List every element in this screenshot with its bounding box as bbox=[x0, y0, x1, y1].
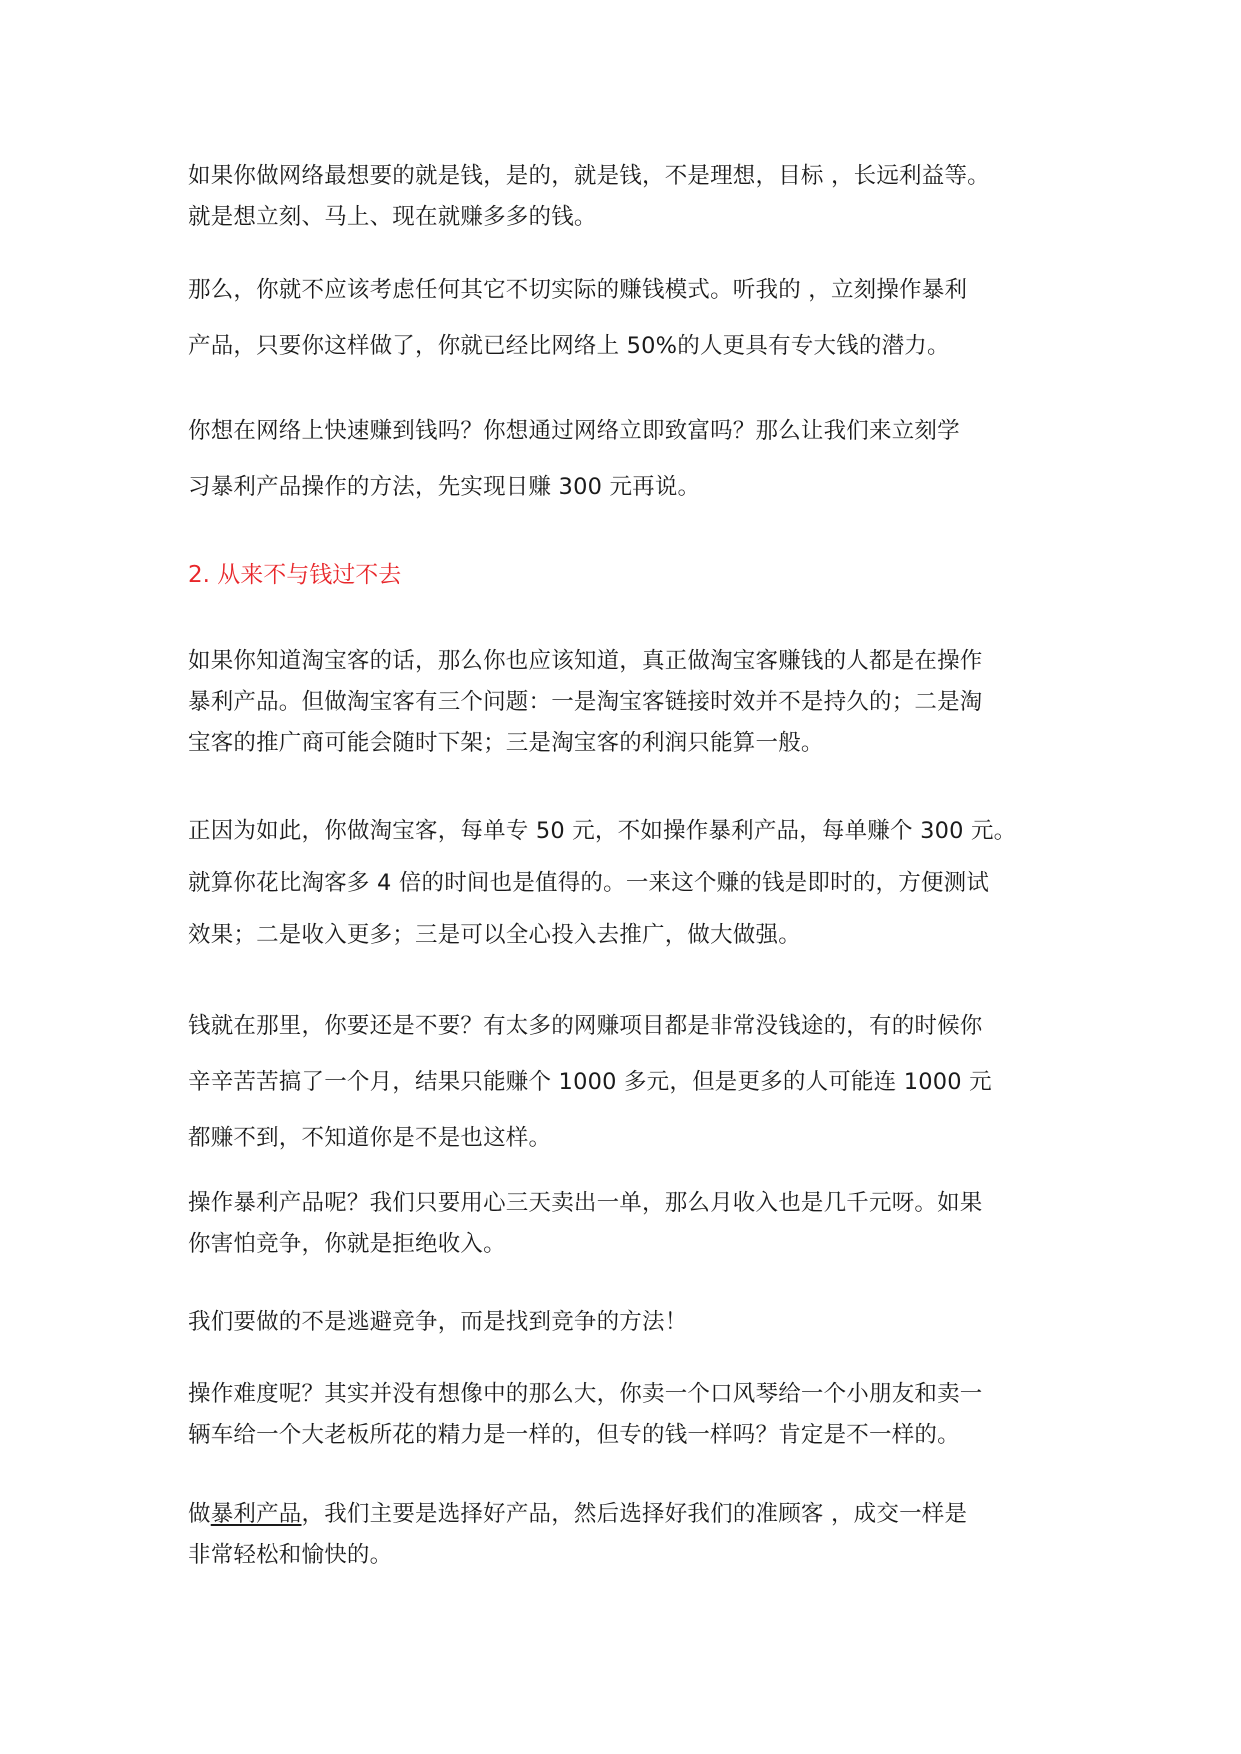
text-fragment: 做 bbox=[188, 1501, 211, 1527]
text-line: 如果你知道淘宝客的话，那么你也应该知道，真正做淘宝客赚钱的人都是在操作 bbox=[188, 648, 983, 674]
text-line: 你想在网络上快速赚到钱吗？你想通过网络立即致富吗？那么让我们来立刻学 bbox=[188, 418, 960, 444]
paragraph-advice bbox=[188, 262, 1058, 374]
link-baoli-chanpin[interactable]: 暴利产品 bbox=[210, 1501, 302, 1527]
section-heading: 2. 从来不与钱过不去 bbox=[188, 562, 402, 588]
text-line: 暴利产品。但做淘宝客有三个问题：一是淘宝客链接时效并不是持久的；二是淘 bbox=[188, 689, 983, 715]
text-line: 就是想立刻、马上、现在就赚多多的钱。 bbox=[188, 204, 597, 230]
paragraph-comparison bbox=[188, 805, 1058, 961]
paragraph-taobaoke bbox=[188, 641, 1058, 764]
text-line: 操作难度呢？其实并没有想像中的那么大，你卖一个口风琴给一个小朋友和卖一 bbox=[188, 1381, 983, 1407]
paragraph-difficulty bbox=[188, 1374, 1058, 1456]
text-line: 辛辛苦苦搞了一个月，结果只能赚个 1000 多元，但是更多的人可能连 1000 元 bbox=[188, 1069, 992, 1095]
text-line: 我们要做的不是逃避竞争，而是找到竞争的方法！ bbox=[188, 1309, 688, 1335]
text-line: 辆车给一个大老板所花的精力是一样的，但专的钱一样吗？肯定是不一样的。 bbox=[188, 1422, 960, 1448]
text-line: 如果你做网络最想要的就是钱，是的，就是钱，不是理想，目标 ，长远利益等。 bbox=[188, 163, 990, 189]
text-line: 产品，只要你这样做了，你就已经比网络上 50%的人更具有专大钱的潜力。 bbox=[188, 333, 950, 359]
text-line: 钱就在那里，你要还是不要？有太多的网赚项目都是非常没钱途的，有的时候你 bbox=[188, 1013, 983, 1039]
text-line: 就算你花比淘客多 4 倍的时间也是值得的。一来这个赚的钱是即时的，方便测试 bbox=[188, 870, 990, 896]
paragraph-money bbox=[188, 998, 1058, 1166]
text-line: 你害怕竞争，你就是拒绝收入。 bbox=[188, 1231, 506, 1257]
paragraph-closing bbox=[188, 1494, 1058, 1576]
paragraph-question bbox=[188, 403, 1058, 515]
paragraph-competition bbox=[188, 1183, 1058, 1265]
text-line: 宝客的推广商可能会随时下架；三是淘宝客的利润只能算一般。 bbox=[188, 730, 824, 756]
text-line: 都赚不到，不知道你是不是也这样。 bbox=[188, 1125, 552, 1151]
text-line: 习暴利产品操作的方法，先实现日赚 300 元再说。 bbox=[188, 474, 701, 500]
text-line bbox=[188, 1494, 1058, 1535]
paragraph-intro bbox=[188, 156, 1058, 238]
text-line: 非常轻松和愉快的。 bbox=[188, 1542, 393, 1568]
paragraph-method bbox=[188, 1302, 1058, 1343]
text-fragment: ，我们主要是选择好产品，然后选择好我们的准顾客 ，成交一样是 bbox=[301, 1501, 968, 1527]
text-line: 正因为如此，你做淘宝客，每单专 50 元，不如操作暴利产品，每单赚个 300 元。 bbox=[188, 818, 1017, 844]
text-line: 效果；二是收入更多；三是可以全心投入去推广，做大做强。 bbox=[188, 922, 801, 948]
text-line: 操作暴利产品呢？我们只要用心三天卖出一单，那么月收入也是几千元呀。如果 bbox=[188, 1190, 983, 1216]
text-line: 那么，你就不应该考虑任何其它不切实际的赚钱模式。听我的 ，立刻操作暴利 bbox=[188, 277, 968, 303]
